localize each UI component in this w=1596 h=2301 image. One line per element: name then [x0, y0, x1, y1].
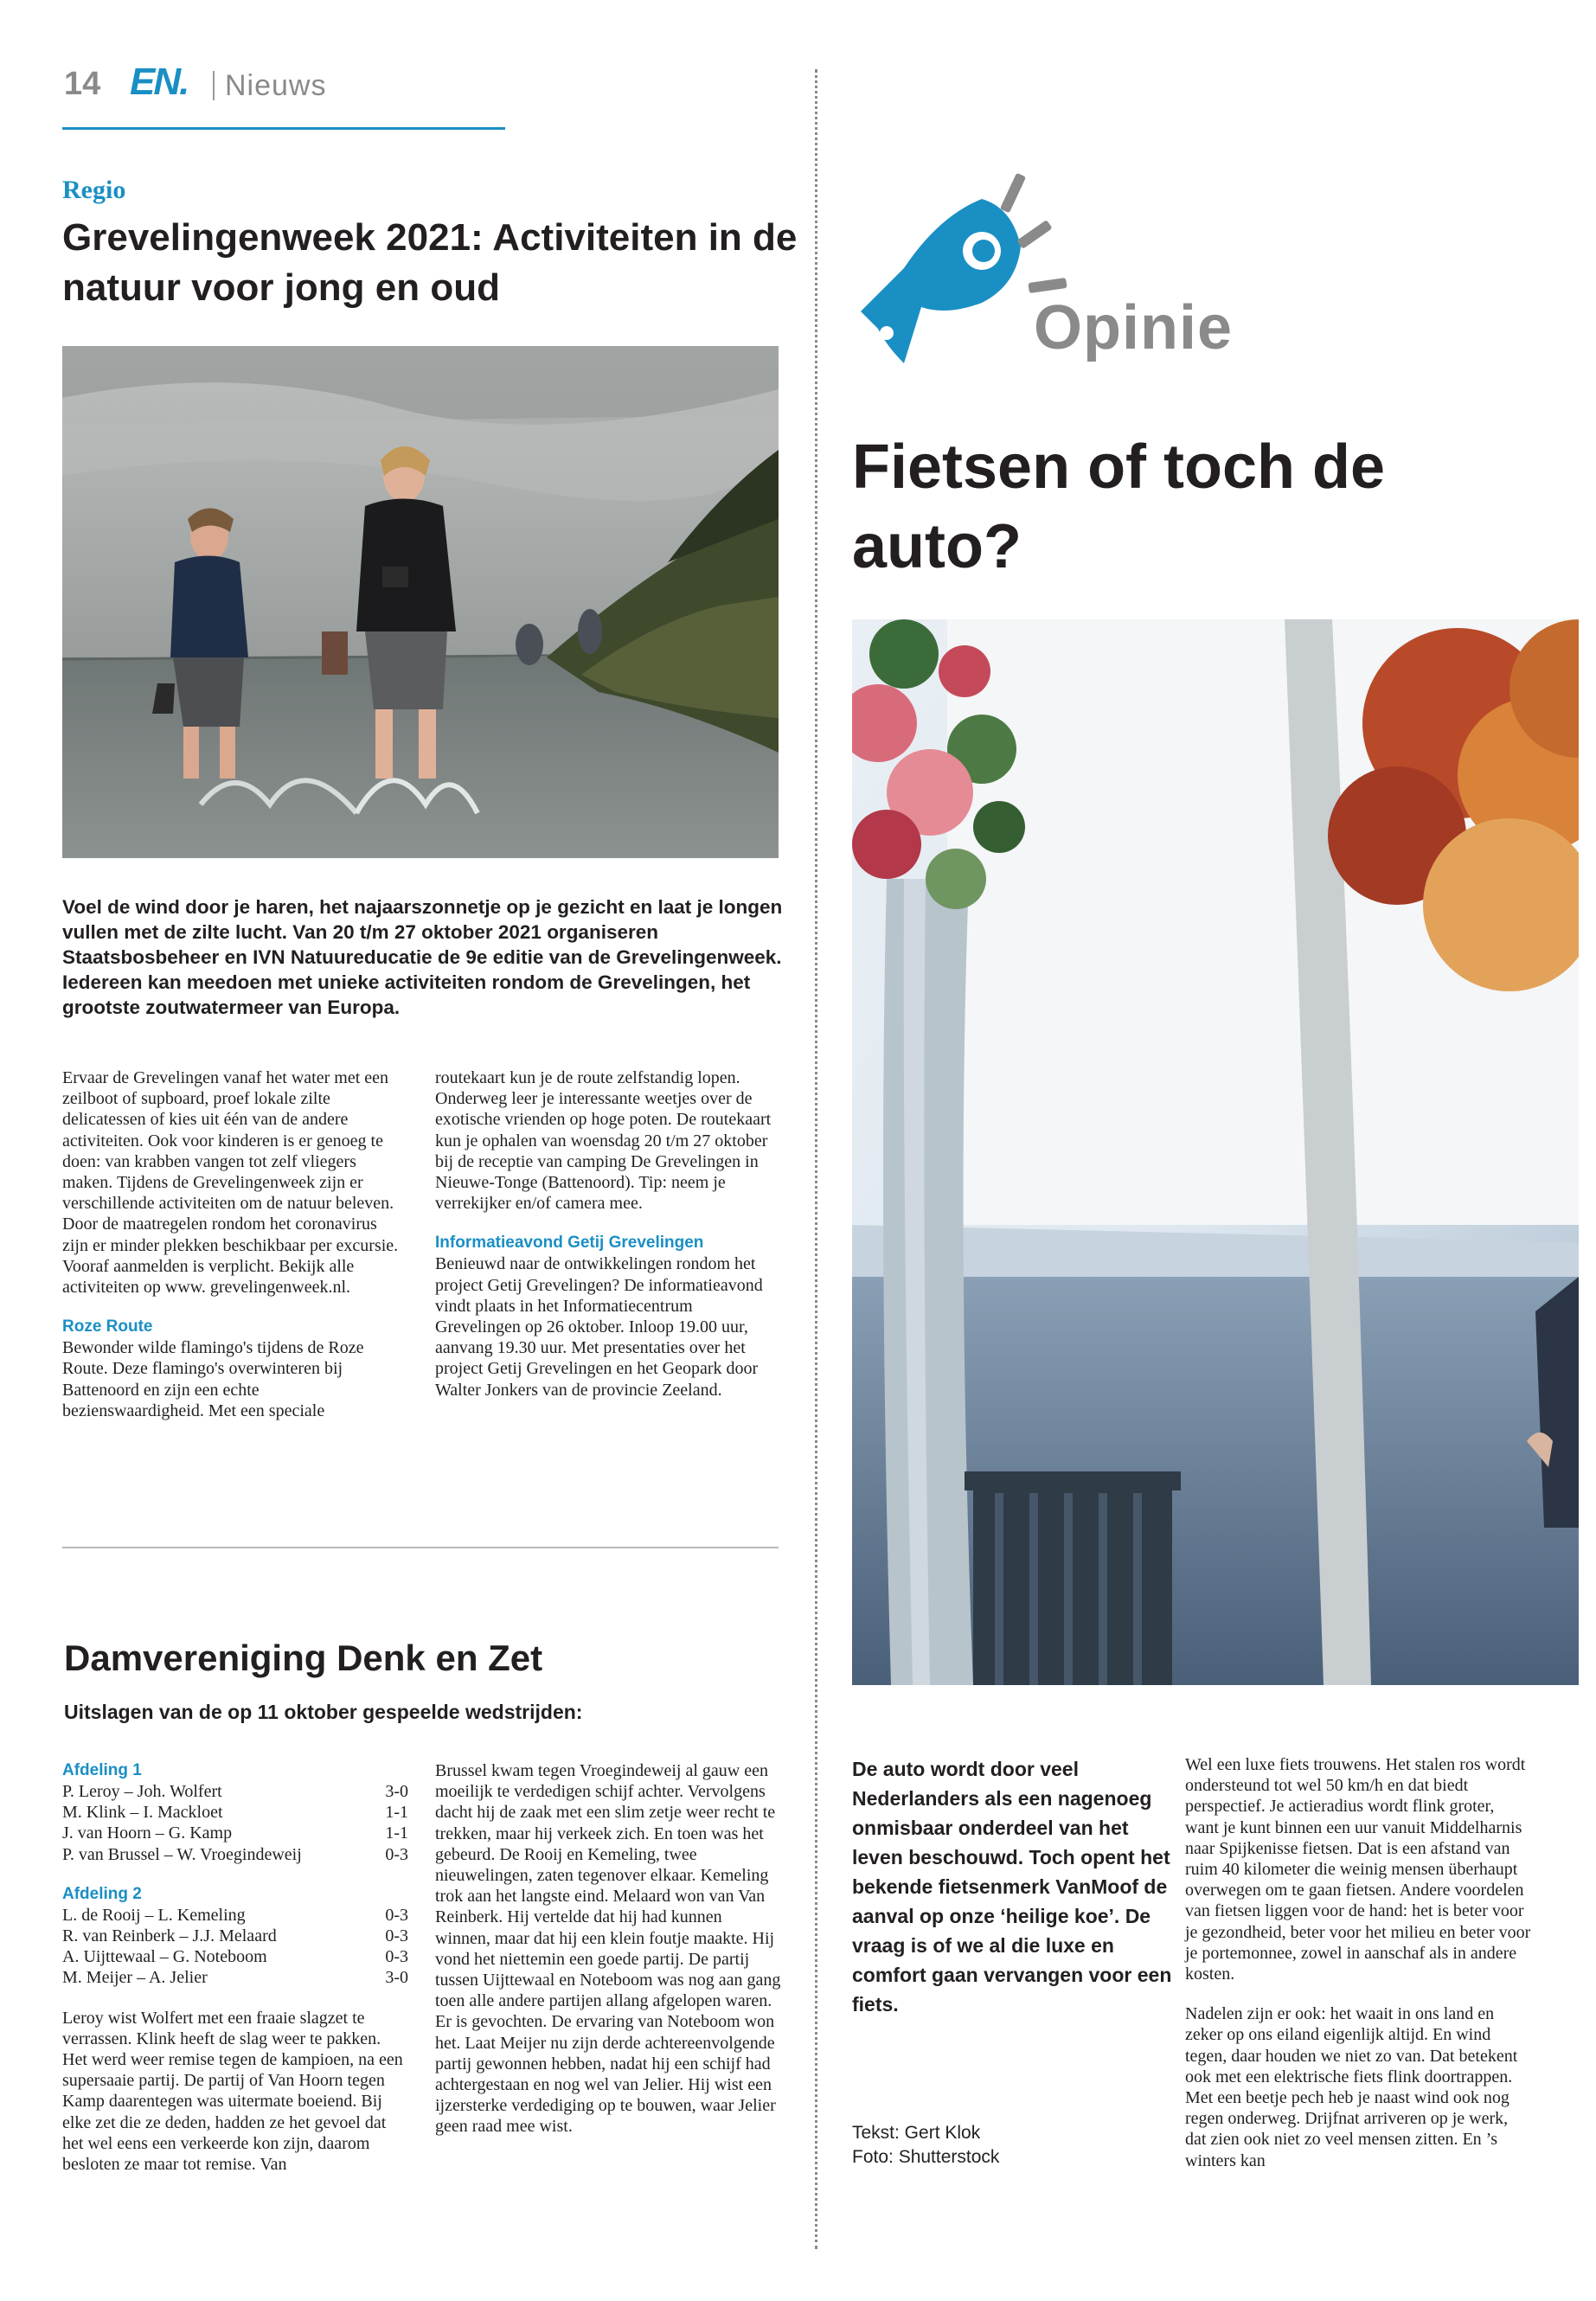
article1-col1-paragraph2: Bewonder wilde flamingo's tijdens de Roze Route. Deze flamingo's overwinteren bij Battenoord en zijn een echte bezienswaardigheid. Met een speciale — [62, 1338, 364, 1420]
result-row — [62, 1967, 408, 1988]
spacer — [435, 1214, 781, 1233]
result-match: P. Leroy – Joh. Wolfert — [62, 1782, 222, 1801]
article2-standfirst: Uitslagen van de op 11 oktober gespeelde wedstrijden: — [64, 1701, 583, 1723]
article-separator — [62, 1547, 779, 1548]
article1-subhead-roze-route: Roze Route — [62, 1317, 153, 1336]
result-row — [62, 1946, 408, 1967]
credit-text: Tekst: Gert Klok — [852, 2123, 981, 2143]
spacer — [1185, 1984, 1531, 2003]
column-divider — [815, 69, 817, 2249]
article1-lead: Voel de wind door je haren, het najaarszonnetje op je gezicht en laat je longen vullen met de zilte lucht. Van 20 t/m 27 oktober 2021 organiseren Staatsbosbeheer en IVN Natuureducatie de 9e editie van de Grevelingenweek. Iedereen kan meedoen met unieke activiteiten rondom de Grevelingen, het grootste zoutwatermeer van Europa. — [62, 896, 783, 1018]
result-score: 3-0 — [385, 1968, 408, 1988]
result-score: 0-3 — [385, 1905, 408, 1925]
result-score: 0-3 — [385, 1947, 408, 1967]
result-match: M. Meijer – A. Jelier — [62, 1968, 208, 1988]
opinion-col2-paragraph1: Wel een luxe fiets trouwens. Het stalen ros wordt ondersteund tot wel 50 km/h en dat biedt perspectief. Je actieradius wordt flink groter, want je kunt binnen een uur vanuit Middelharnis naar Spijkenisse fietsen. Dat is een afstand van ruim 40 kilometer die weinig mensen überhaupt overwegen om te gaan fietsen. Andere voordelen van fietsen liggen voor de hand: het is beter voor je gezondheid, beter voor het milieu en beter voor je portemonnee, zowel in aanschaf als in andere kosten. — [1185, 1755, 1531, 1984]
result-score: 1-1 — [385, 1803, 408, 1823]
article2-column1 — [62, 1760, 408, 2175]
article1-col1-paragraph1: Ervaar de Grevelingen vanaf het water met een zeilboot of supboard, proef lokale zilte delicatessen of kies uit één van de andere activiteiten. Ook voor kinderen is er genoeg te doen: van krabben vangen tot zelf vliegers maken. Tijdens de Grevelingenweek zijn er verschillende activiteiten om de natuur beleven. Door de maatregelen rondom het coronavirus zijn er minder plekken beschikbaar per excursie. Vooraf aanmelden is verplicht. Bekijk alle activiteiten op www. grevelingenweek.nl. — [62, 1068, 399, 1298]
opinion-credits — [852, 2121, 999, 2170]
article2-column2 — [435, 1760, 781, 2138]
article1-col2-paragraph1: routekaart kun je de route zelfstandig lopen. Onderweg leer je interessante weetjes over de exotische vrienden op hoge poten. De routekaart kun je ophalen van woensdag 20 t/m 27 oktober bij de receptie van camping De Grevelingen in Nieuwe-Tonge (Battenoord). Tip: neem je verrekijker en/of camera mee. — [435, 1068, 772, 1214]
article2-col2-paragraph1: Brussel kwam tegen Vroegindeweij al gauw een moeilijk te verdedigen schijf achter. Vervolgens dacht hij de zaak met een slim zetje weer recht te trekken, maar hij verkeek zich. En toen was het gebeurd. De Rooij en Kemeling, twee nieuwelingen, zaten tegenover elkaar. Kemeling trok aan het langste eind. Melaard won van Van Reinberk. Hij vertelde dat hij had kunnen winnen, maar dat hij een klein foutje maakte. Hij vond het niettemin een goede partij. De partij tussen Uijttewaal en Noteboom was nog aan gang toen alle andere partijen allang afgelopen waren. Er is gevochten. De ervaring van Noteboom won het. Laat Meijer nu zijn derde achtereenvolgende partij gewonnen hebben, nadat hij een schijf had achtergestaan en nog wel van Jelier. Hij wist een ijzersterke verdediging op te bouwen, waar Jelier geen raad mee wist. — [435, 1761, 781, 2137]
result-match: M. Klink – I. Mackloet — [62, 1803, 223, 1823]
result-score: 0-3 — [385, 1844, 408, 1864]
article1-col2-paragraph2: Benieuwd naar de ontwikkelingen rondom het project Getij Grevelingen? De informatieavond vindt plaats in het Informatiecentrum Grevelingen op 26 oktober. Inloop 19.00 uur, aanvang 19.30 uur. Met presentaties over het project Getij Grevelingen en het Geopark door Walter Jonkers van de provincie Zeeland. — [435, 1254, 763, 1400]
result-row — [62, 1802, 408, 1823]
section-label: Nieuws — [225, 69, 327, 102]
result-row — [62, 1926, 408, 1946]
result-row — [62, 1905, 408, 1926]
opinion-label: Opinie — [1034, 293, 1234, 362]
result-match: J. van Hoorn – G. Kamp — [62, 1823, 233, 1843]
spacer — [62, 1865, 408, 1884]
spacer — [62, 1989, 408, 2008]
opinion-photo — [852, 619, 1579, 1685]
article1-subhead-informatieavond: Informatieavond Getij Grevelingen — [435, 1234, 704, 1253]
opinion-headline: Fietsen of toch de auto? — [852, 433, 1386, 581]
result-score: 3-0 — [385, 1782, 408, 1801]
article1-column2 — [435, 1067, 781, 1400]
article2-col1-paragraph1: Leroy wist Wolfert met een fraaie slagzet te verrassen. Klink heeft de slag weer te pakken. Het werd weer remise tegen de kampioen, na een supersaaie partij. De partij of Van Hoorn tegen Kamp daarentegen was uitermate boeiend. Bij elke zet die ze deden, hadden ze het gevoel dat het wel eens een verkeerde kon zijn, daarom besloten ze maar tot remise. Van — [62, 2008, 403, 2175]
division1-title: Afdeling 1 — [62, 1761, 142, 1779]
result-match: P. van Brussel – W. Vroegindeweij — [62, 1844, 302, 1864]
credit-photo: Foto: Shutterstock — [852, 2147, 1000, 2167]
opinion-column2 — [1185, 1754, 1531, 2171]
brand-logo: EN. — [130, 61, 189, 103]
division2-title: Afdeling 2 — [62, 1884, 142, 1903]
page-number: 14 — [64, 66, 101, 102]
opinion-col2-paragraph2: Nadelen zijn er ook: het waait in ons land en zeker op ons eiland eigenlijk altijd. En wind tegen, daar houden we niet zo van. Dat betekent ook met een elektrische fiets flink doortrappen. Met een beetje pech heb je naast wind ook nog regen onderweg. Drijfnat arriveren op je werk, dat zien ook niet zo veel mensen zitten. En ’s winters kan — [1185, 2004, 1518, 2170]
header-rule — [62, 127, 505, 130]
article1-column1 — [62, 1067, 404, 1421]
result-score: 1-1 — [385, 1823, 408, 1843]
result-match: L. de Rooij – L. Kemeling — [62, 1905, 246, 1925]
header-divider — [213, 71, 215, 100]
result-score: 0-3 — [385, 1926, 408, 1946]
article1-kicker: Regio — [62, 176, 126, 204]
article1-photo — [62, 346, 779, 858]
opinion-lead: De auto wordt door veel Nederlanders als een nagenoeg onmisbaar onderdeel van het leven beschouwd. Toch opent het bekende fietsenmerk VanMoof de aanval op onze ‘heilige koe’. De vraag is of we al die luxe en comfort gaan vervangen voor een fiets. — [852, 1758, 1172, 2016]
result-match: A. Uijttewaal – G. Noteboom — [62, 1947, 267, 1967]
result-row — [62, 1844, 408, 1865]
spacer — [62, 1298, 404, 1317]
article1-headline: Grevelingenweek 2021: Activiteiten in de natuur voor jong en oud — [62, 216, 798, 309]
article2-headline: Damvereniging Denk en Zet — [64, 1638, 543, 1678]
result-match: R. van Reinberk – J.J. Melaard — [62, 1926, 277, 1946]
result-row — [62, 1823, 408, 1843]
result-row — [62, 1781, 408, 1802]
